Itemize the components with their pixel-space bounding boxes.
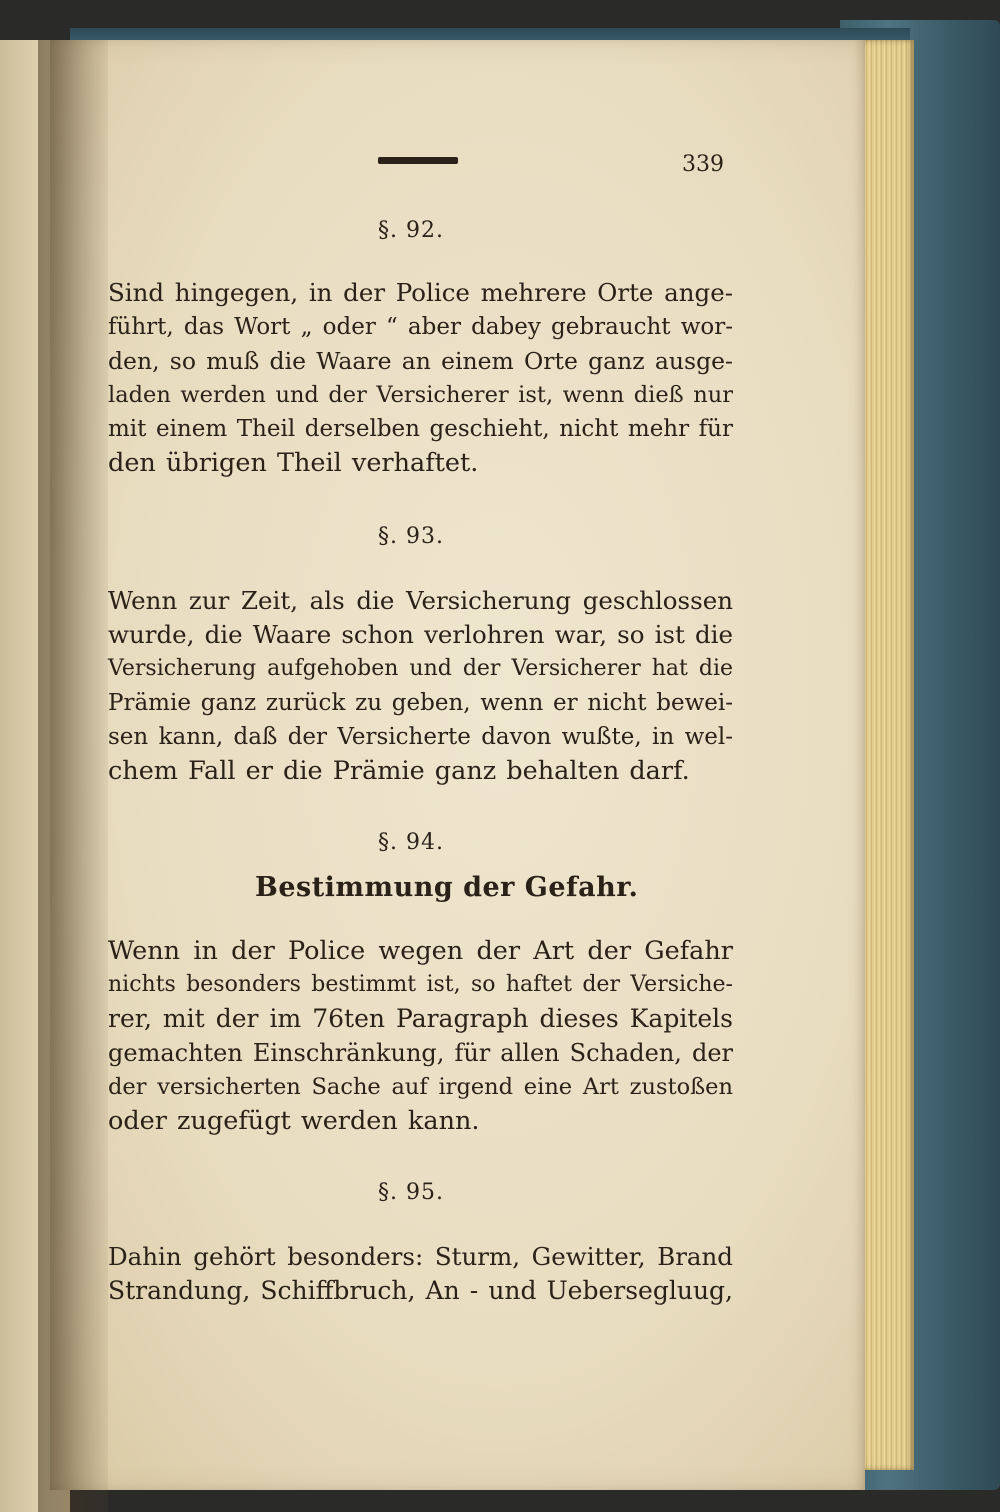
header-rule [378,157,458,164]
page-number: 339 [682,152,724,177]
text-line: führt, das Wort „ oder “ aber dabey gebraucht wor- [108,314,733,340]
text-line: oder zugefügt werden kann. [108,1106,480,1136]
text-line: Dahin gehört besonders: Sturm, Gewitter, Brand [108,1242,733,1271]
text-line: mit einem Theil derselben geschieht, nicht mehr für [108,416,733,442]
text-line: Wenn in der Police wegen der Art der Gefahr [108,936,733,966]
section-94-text [108,934,733,1138]
text-line: Versicherung aufgehoben und der Versicherer hat die [108,656,733,681]
section-94-label: §. 94. [378,830,444,855]
text-line: Strandung, Schiffbruch, An - und Uebersegluug, [108,1276,733,1305]
book-gutter [38,40,108,1512]
section-93-label: §. 93. [378,524,444,549]
text-line: Prämie ganz zurück zu geben, wenn er nicht bewei- [108,690,733,716]
text-line: wurde, die Waare schon verlohren war, so ist die [108,620,733,649]
page-edges [858,40,914,1470]
text-line: nichts besonders bestimmt ist, so haftet der Versiche- [108,972,733,997]
text-line: Sind hingegen, in der Police mehrere Orte ange- [108,278,733,307]
text-line: laden werden und der Versicherer ist, wenn dieß nur [108,382,733,408]
text-line: den übrigen Theil verhaftet. [108,448,479,478]
section-94-heading: Bestimmung der Gefahr. [255,872,639,903]
section-92-text [108,276,733,480]
text-line: den, so muß die Waare an einem Orte ganz ausge- [108,347,733,375]
text-line: Wenn zur Zeit, als die Versicherung geschlossen [108,586,733,615]
text-line: der versicherten Sache auf irgend eine Art zustoßen [108,1074,733,1100]
section-93-text [108,584,733,788]
text-line: gemachten Einschränkung, für allen Schaden, der [108,1039,733,1067]
section-95-label: §. 95. [378,1180,444,1205]
section-95-text [108,1240,733,1308]
text-line: sen kann, daß der Versicherte davon wußte, in wel- [108,724,733,750]
text-line: chem Fall er die Prämie ganz behalten darf. [108,756,690,786]
text-line: rer, mit der im 76ten Paragraph dieses Kapitels [108,1004,733,1033]
section-92-label: §. 92. [378,218,444,243]
